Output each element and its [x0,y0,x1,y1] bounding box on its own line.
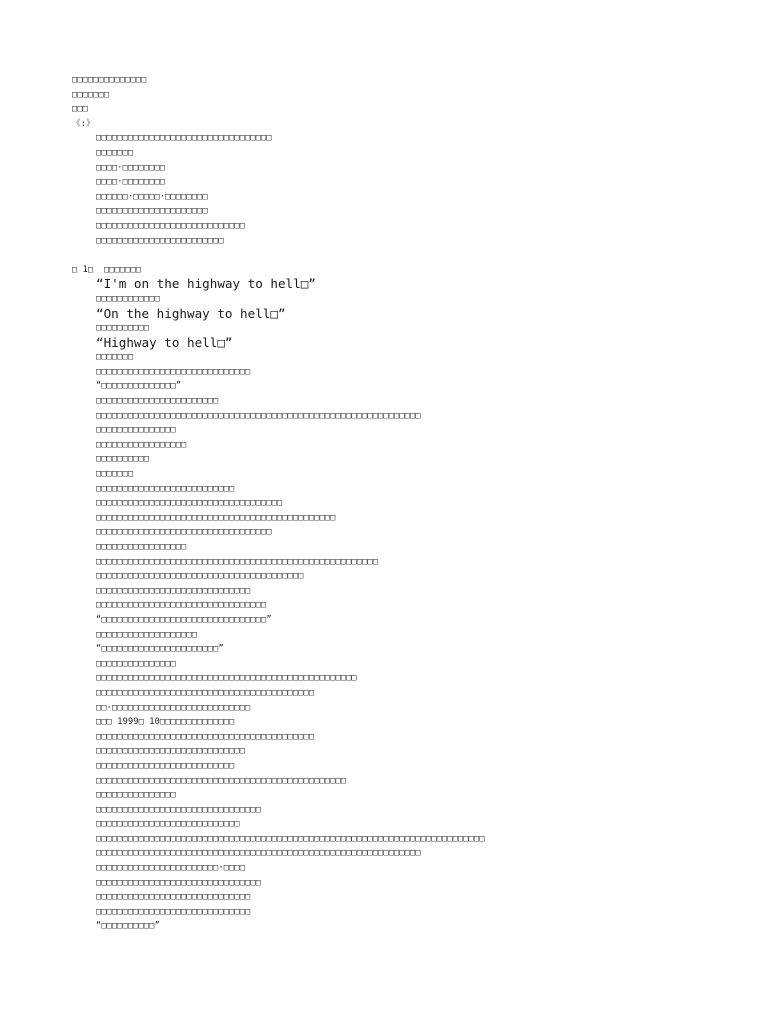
blank-line [72,248,712,263]
body-line: □□□□□□□□□□□□□□□□□□□□□□□□□□□□□□□□□□□□□□□ [96,571,304,582]
body-line: □□□□□□□□□□□□□□□ [96,790,176,801]
lyric-line: “I'm on the highway to hell□” [96,277,316,292]
intro-line: □□□□□□□□□□□□□□□□□□□□□ [96,206,208,217]
document-header [72,73,712,131]
body-line: □□□□□□□□□□□□□□□□□□□□□□□□□□□□□□□□□□□□□□□□□□□□□□□□□□□□□ [96,556,379,567]
body-line: □□□□□□□□□□□□□□□□□□□□□□□·□□□□ [96,863,246,874]
body-line: □□□□□□□□□□□□□□□□□ [96,439,187,450]
body-line: □□□□□□□□□□□□□□□□□□□□□□□□□□□□□□□□□□□□□□□□□ [96,687,315,698]
intro-line: □□□□□□·□□□□□·□□□□□□□□ [96,191,208,202]
body-line: □□□□□□□□□□□□ [96,293,160,304]
chapter-heading: □ 1□ □□□□□□□ [72,264,142,275]
body-line: □□□□□□□□□□□□□□□□□□□□□□□□□□ [96,483,235,494]
body-line: □□□□□□□□□□□□□□□□□□□□□□□□□□□□□ [96,906,251,917]
body-line: □□□□□□□□□□□□□□□□□□□□□□□□□□□ [96,819,240,830]
body-line: □□□□□□□□□□□□□□□□□□□□□□□□□□□□□□□□□ [96,527,272,538]
intro-line: □□□□□□□ [96,147,134,158]
body-line: □□·□□□□□□□□□□□□□□□□□□□□□□□□□□ [96,702,251,713]
lyric-line: “Highway to hell□” [96,335,233,350]
header-line: □□□ [72,104,88,115]
body-line: □□□□□□□□□□□□□□□□□□□□□□□□□□□□□□□□□□□□□□□□□ [96,731,315,742]
body-line: “□□□□□□□□□□□□□□” [96,381,182,392]
body-line: □□□□□□□ [96,352,134,363]
body-line: □□□□□□□□□□□□□□□□□□□□□□□□□□□□□ [96,585,251,596]
body-line: “□□□□□□□□□□□□□□□□□□□□□□” [96,644,224,655]
body-line: □□□□□□□□□□ [96,323,150,334]
body-line: □□□□□□□□□□□□□□□□□□□□□□□□□□□□□ [96,366,251,377]
intro-block [72,131,712,248]
intro-line: □□□□·□□□□□□□□ [96,162,166,173]
intro-line: □□□□□□□□□□□□□□□□□□□□□□□□□□□□ [96,220,246,231]
intro-line: □□□□□□□□□□□□□□□□□□□□□□□□□□□□□□□□□ [96,133,272,144]
body-line: □□□□□□□□□□□□□□□□□□□□□□□□□□□□□□□□□□□□□□□□□□□□□□□□□□□□□□□□□□□□□ [96,848,421,859]
body-line: □□□□□□□□□□□□□□□□□□□□□□□□□□□□□□□□□□□□□□□□□□□□□□□□□ [96,673,357,684]
body-line: □□□□□□□□□□□□□□□□□□□□□□□□□□□□□ [96,892,251,903]
body-line: □□□□□□□□□□□□□□□ [96,658,176,669]
body-line: □□□□□□□□□□□□□□□□□ [96,542,187,552]
body-line: □□□□□□□□□□□□□□□□□□□□□□□ [96,396,219,407]
header-line: 《:》 [72,118,95,129]
intro-line: □□□□·□□□□□□□□ [96,177,166,188]
chapter-body [72,277,712,934]
body-line: □□□□□□□□□□□□□□□□□□□□□□□□□□□□ [96,746,246,757]
body-line: □□□□□□□□□□□□□□□□□□□□□□□□□□□□□□□□□□□□□□□□□□□□□□□□□□□□□□□□□□□□□ [96,410,421,421]
body-line: □□□□□□□□□□□□□□□□□□□ [96,629,198,640]
body-line: □□□□□□□□□□□□□□□□□□□□□□□□□□□□□□□□□□□□□□□□□□□□□ [96,512,336,523]
header-line: □□□□□□□□□□□□□□ [72,75,147,85]
body-line: □□□□□□□□□□□□□□□□□□□□□□□□□□□□□□□ [96,877,262,888]
header-line: □□□□□□□ [72,89,110,100]
body-line: □□□□□□□□□□□□□□□□□□□□□□□□□□□□□□□ [96,804,262,815]
body-line: □□□□□□□ [96,469,134,480]
body-line: □□□□□□□□□□□□□□□□□□□□□□□□□□□□□□□□ [96,600,267,611]
lyric-line: “On the highway to hell□” [96,306,286,321]
body-line: “□□□□□□□□□□□□□□□□□□□□□□□□□□□□□□□” [96,614,272,625]
body-line: □□□ 1999□ 10□□□□□□□□□□□□□□ [96,717,235,728]
body-line: □□□□□□□□□□□□□□□□□□□□□□□□□□□□□□□□□□□□□□□□□□□□□□□ [96,775,347,786]
body-line: □□□□□□□□□□ [96,454,150,465]
body-line: □□□□□□□□□□□□□□□□□□□□□□□□□□□□□□□□□□□ [96,498,283,509]
body-line: □□□□□□□□□□□□□□□□□□□□□□□□□□□□□□□□□□□□□□□□□□□□□□□□□□□□□□□□□□□□□□□□□□□□□□□□□ [96,833,485,844]
body-line: □□□□□□□□□□□□□□□□□□□□□□□□□□ [96,760,235,771]
body-line: □□□□□□□□□□□□□□□ [96,425,176,436]
document-page [72,73,712,934]
intro-line: □□□□□□□□□□□□□□□□□□□□□□□□ [96,235,224,246]
body-line: “□□□□□□□□□□” [96,921,160,932]
